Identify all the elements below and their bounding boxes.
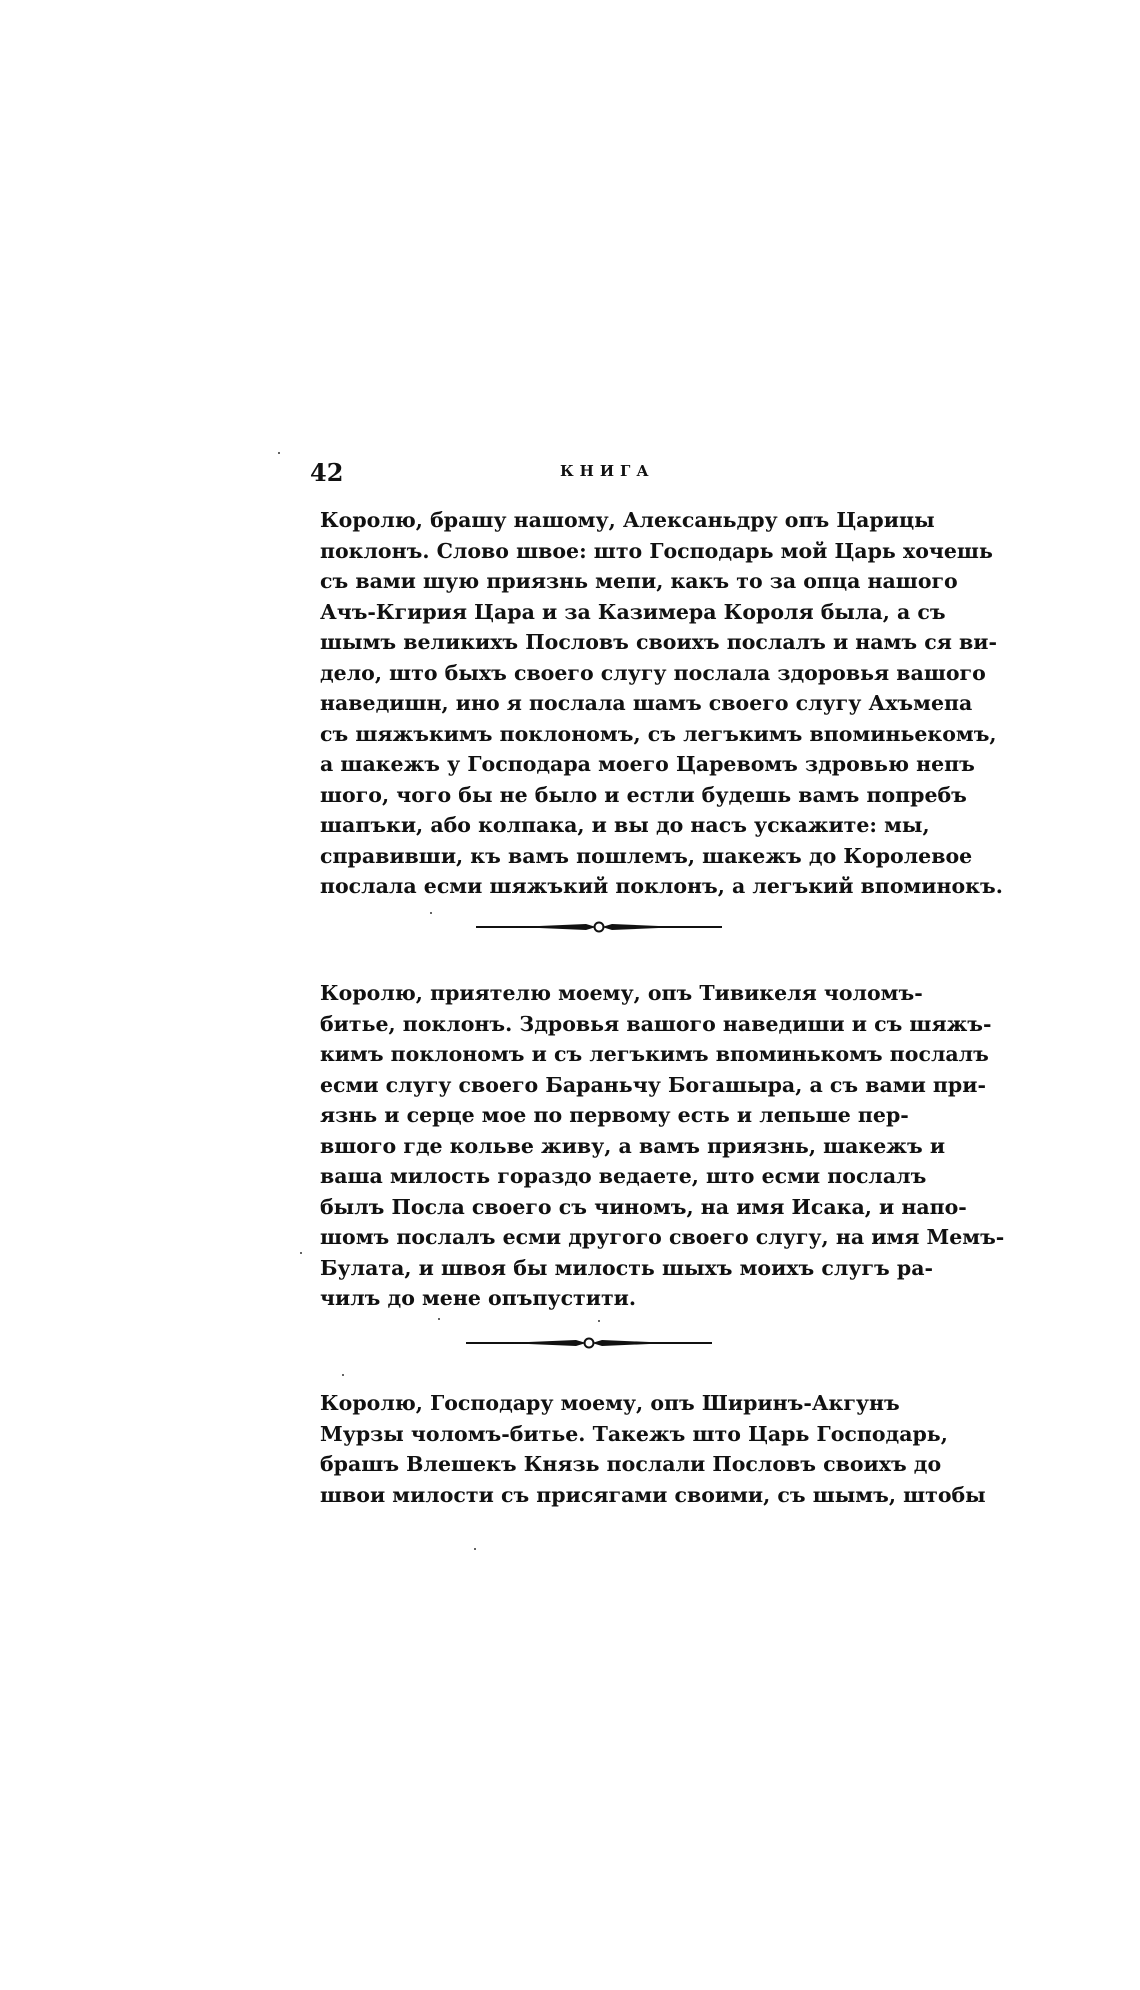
page-header (310, 458, 890, 488)
text-line: шомъ послалъ есми другого своего слугу, на имя Мемъ- (320, 1225, 1005, 1249)
text-line: Ачъ-Кгирия Цара и за Казимера Короля была, а съ (320, 599, 946, 624)
letter-1 (320, 505, 1003, 902)
text-line: справивши, къ вамъ пошлемъ, шакежъ до Королевое (320, 843, 973, 868)
letter-3 (320, 1388, 986, 1510)
text-line: Королю, брашу нашому, Алексаньдру опъ Царицы (320, 508, 935, 532)
text-line: наведишн, ино я послала шамъ своего слугу Ахъмепа (320, 691, 973, 715)
letter-2 (320, 978, 1005, 1314)
ornament-divider-2 (466, 1336, 712, 1350)
print-speck (300, 1252, 302, 1254)
print-speck (474, 1548, 476, 1550)
text-line: послала есми шяжъкий поклонъ, а легъкий впоминокъ. (320, 874, 1003, 898)
text-line: швои милости съ присягами своими, съ шымъ, штобы (320, 1482, 986, 1507)
print-speck (342, 1374, 344, 1376)
text-line: съ шяжъкимъ поклономъ, съ легъкимъ впоминьекомъ, (320, 721, 997, 746)
text-line: дело, што быхъ своего слугу послала здоровья вашого (320, 660, 986, 685)
text-line: брашъ Влешекъ Князь послали Пословъ своихъ до (320, 1452, 942, 1476)
text-line: шого, чого бы не было и естли будешь вамъ попребъ (320, 782, 967, 807)
text-line: поклонъ. Слово швое: што Господарь мой Царь хочешь (320, 538, 993, 563)
text-line: шымъ великихъ Пословъ своихъ послалъ и намъ ся ви- (320, 630, 997, 654)
text-line: ваша милость гораздо ведаете, што есми послалъ (320, 1164, 927, 1188)
text-line: а шакежъ у Господара моего Царевомъ здровью непъ (320, 752, 975, 776)
page-number: 42 (310, 458, 344, 487)
text-line: кимъ поклономъ и съ легъкимъ впоминькомъ послалъ (320, 1042, 989, 1066)
running-head: КНИГА (560, 462, 655, 480)
text-line: Булата, и швоя бы милость шыхъ моихъ слугъ ра- (320, 1255, 933, 1280)
text-line: съ вами шую приязнь мепи, какъ то за опца нашого (320, 569, 958, 593)
print-speck (438, 1318, 440, 1320)
text-line: битье, поклонъ. Здровья вашого наведиши и съ шяжъ- (320, 1011, 992, 1036)
print-speck (278, 452, 280, 454)
text-line: вшого где кольве живу, а вамъ приязнь, шакежъ и (320, 1133, 946, 1158)
text-line: есми слугу своего Бараньчу Богашыра, а съ вами при- (320, 1072, 986, 1097)
text-line: Королю, Господару моему, опъ Ширинъ-Акгунъ (320, 1391, 900, 1415)
text-line: Мурзы чоломъ-битье. Такежъ што Царь Господарь, (320, 1421, 948, 1446)
text-line: Королю, приятелю моему, опъ Тивикеля чоломъ- (320, 981, 923, 1005)
text-line: шапъки, або колпака, и вы до насъ ускажите: мы, (320, 813, 930, 837)
print-speck (598, 1320, 600, 1322)
print-speck (430, 912, 432, 914)
text-line: язнь и серце мое по первому есть и лепьше пер- (320, 1103, 909, 1127)
ornament-divider-1 (476, 920, 722, 934)
text-line: чилъ до мене опъпустити. (320, 1286, 636, 1310)
text-line: былъ Посла своего съ чиномъ, на имя Исака, и напо- (320, 1194, 967, 1219)
